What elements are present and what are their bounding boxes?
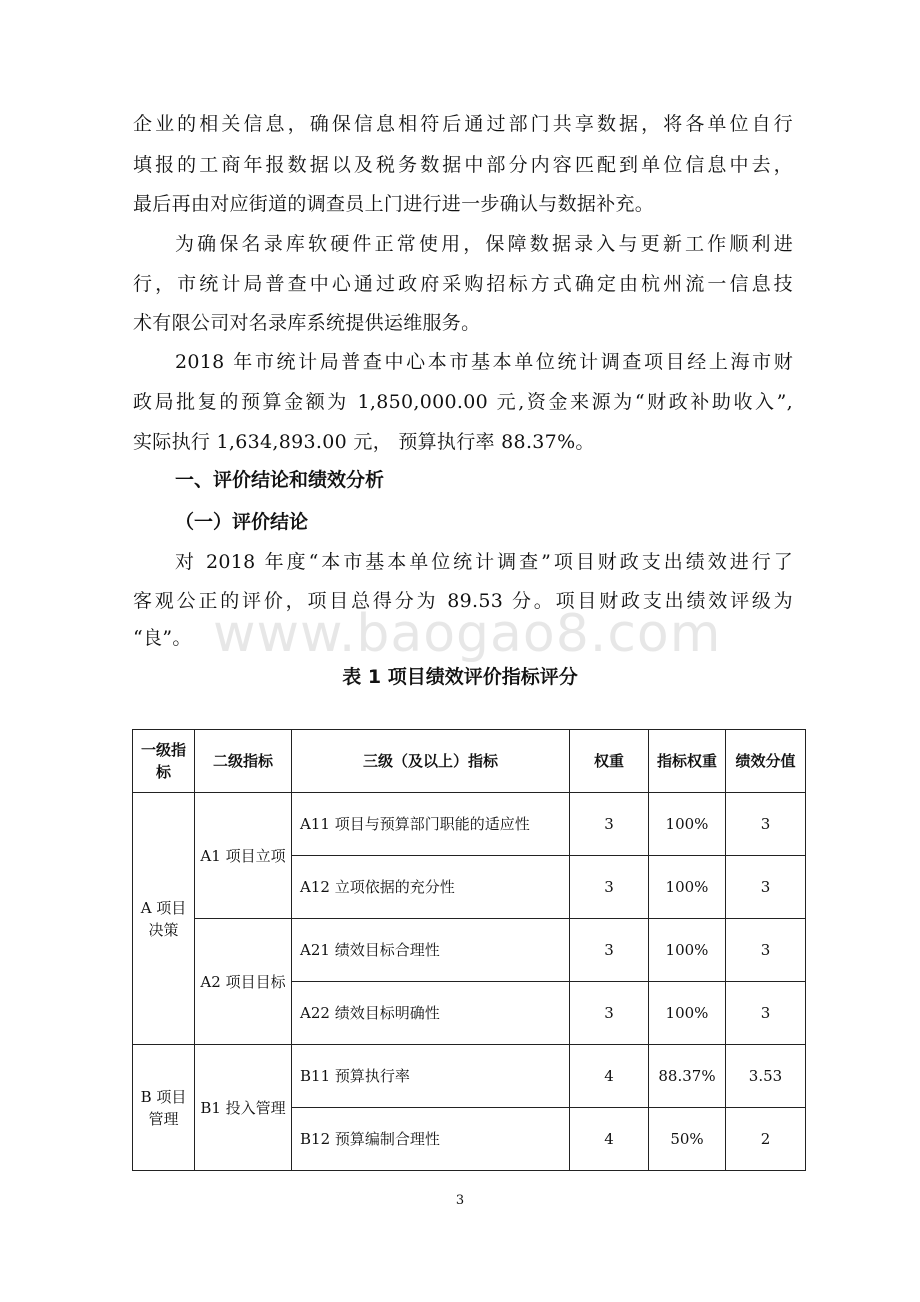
performance-score-table — [132, 729, 806, 1171]
cell-score: 3.53 — [726, 1045, 806, 1108]
cell-index-weight: 100% — [649, 919, 726, 982]
paragraph-line: 行，市统计局普查中心通过政府采购招标方式确定由杭州流一信息技 — [133, 273, 793, 295]
cell-index-weight: 50% — [649, 1108, 726, 1171]
paragraph-line: 客观公正的评价，项目总得分为 89.53 分。项目财政支出绩效评级为 — [133, 590, 793, 612]
paragraph-line: 填报的工商年报数据以及税务数据中部分内容匹配到单位信息中去， — [133, 154, 793, 176]
table-header-row — [133, 730, 806, 793]
paragraph-line: 企业的相关信息，确保信息相符后通过部门共享数据，将各单位自行 — [133, 113, 793, 135]
paragraph-line: 为确保名录库软硬件正常使用，保障数据录入与更新工作顺利进 — [175, 233, 793, 255]
cell-weight: 3 — [570, 793, 649, 856]
table-row — [133, 1045, 806, 1108]
cell-level3: A22 绩效目标明确性 — [292, 982, 570, 1045]
paragraph-line: 2018 年市统计局普查中心本市基本单位统计调查项目经上海市财 — [175, 351, 793, 373]
cell-level2: B1 投入管理 — [195, 1045, 292, 1171]
cell-index-weight: 88.37% — [649, 1045, 726, 1108]
watermark: www.baogao8.com — [213, 604, 722, 664]
cell-index-weight: 100% — [649, 856, 726, 919]
paragraph-line: 对 2018 年度“本市基本单位统计调查”项目财政支出绩效进行了 — [175, 551, 793, 573]
cell-weight: 3 — [570, 982, 649, 1045]
cell-score: 3 — [726, 793, 806, 856]
cell-score: 2 — [726, 1108, 806, 1171]
table-row — [133, 793, 806, 856]
cell-level1: A 项目决策 — [133, 793, 195, 1045]
cell-weight: 3 — [570, 919, 649, 982]
paragraph-line: 实际执行 1,634,893.00 元， 预算执行率 88.37%。 — [133, 431, 595, 453]
header-level2: 二级指标 — [195, 730, 292, 793]
cell-weight: 4 — [570, 1108, 649, 1171]
cell-score: 3 — [726, 919, 806, 982]
paragraph-line: 术有限公司对名录库系统提供运维服务。 — [133, 312, 481, 334]
cell-score: 3 — [726, 982, 806, 1045]
cell-level2: A2 项目目标 — [195, 919, 292, 1045]
table-row — [133, 919, 806, 982]
header-level3: 三级（及以上）指标 — [292, 730, 570, 793]
cell-weight: 3 — [570, 856, 649, 919]
header-level1: 一级指标 — [133, 730, 195, 793]
cell-level1: B 项目管理 — [133, 1045, 195, 1171]
paragraph-line: 政局批复的预算金额为 1,850,000.00 元,资金来源为“财政补助收入”, — [133, 391, 793, 413]
cell-score: 3 — [726, 856, 806, 919]
cell-level3: A12 立项依据的充分性 — [292, 856, 570, 919]
cell-weight: 4 — [570, 1045, 649, 1108]
cell-level2: A1 项目立项 — [195, 793, 292, 919]
cell-level3: A11 项目与预算部门职能的适应性 — [292, 793, 570, 856]
paragraph-line: “良”。 — [133, 627, 192, 649]
cell-index-weight: 100% — [649, 793, 726, 856]
section-heading: 一、评价结论和绩效分析 — [175, 469, 385, 491]
header-score: 绩效分值 — [726, 730, 806, 793]
cell-level3: B11 预算执行率 — [292, 1045, 570, 1108]
subsection-heading: （一）评价结论 — [175, 511, 309, 533]
page-number: 3 — [455, 1193, 465, 1208]
header-weight: 权重 — [570, 730, 649, 793]
table-caption: 表 1 项目绩效评价指标评分 — [342, 666, 578, 688]
cell-level3: B12 预算编制合理性 — [292, 1108, 570, 1171]
cell-index-weight: 100% — [649, 982, 726, 1045]
header-index-weight: 指标权重 — [649, 730, 726, 793]
cell-level3: A21 绩效目标合理性 — [292, 919, 570, 982]
paragraph-line: 最后再由对应街道的调查员上门进行进一步确认与数据补充。 — [133, 193, 655, 215]
